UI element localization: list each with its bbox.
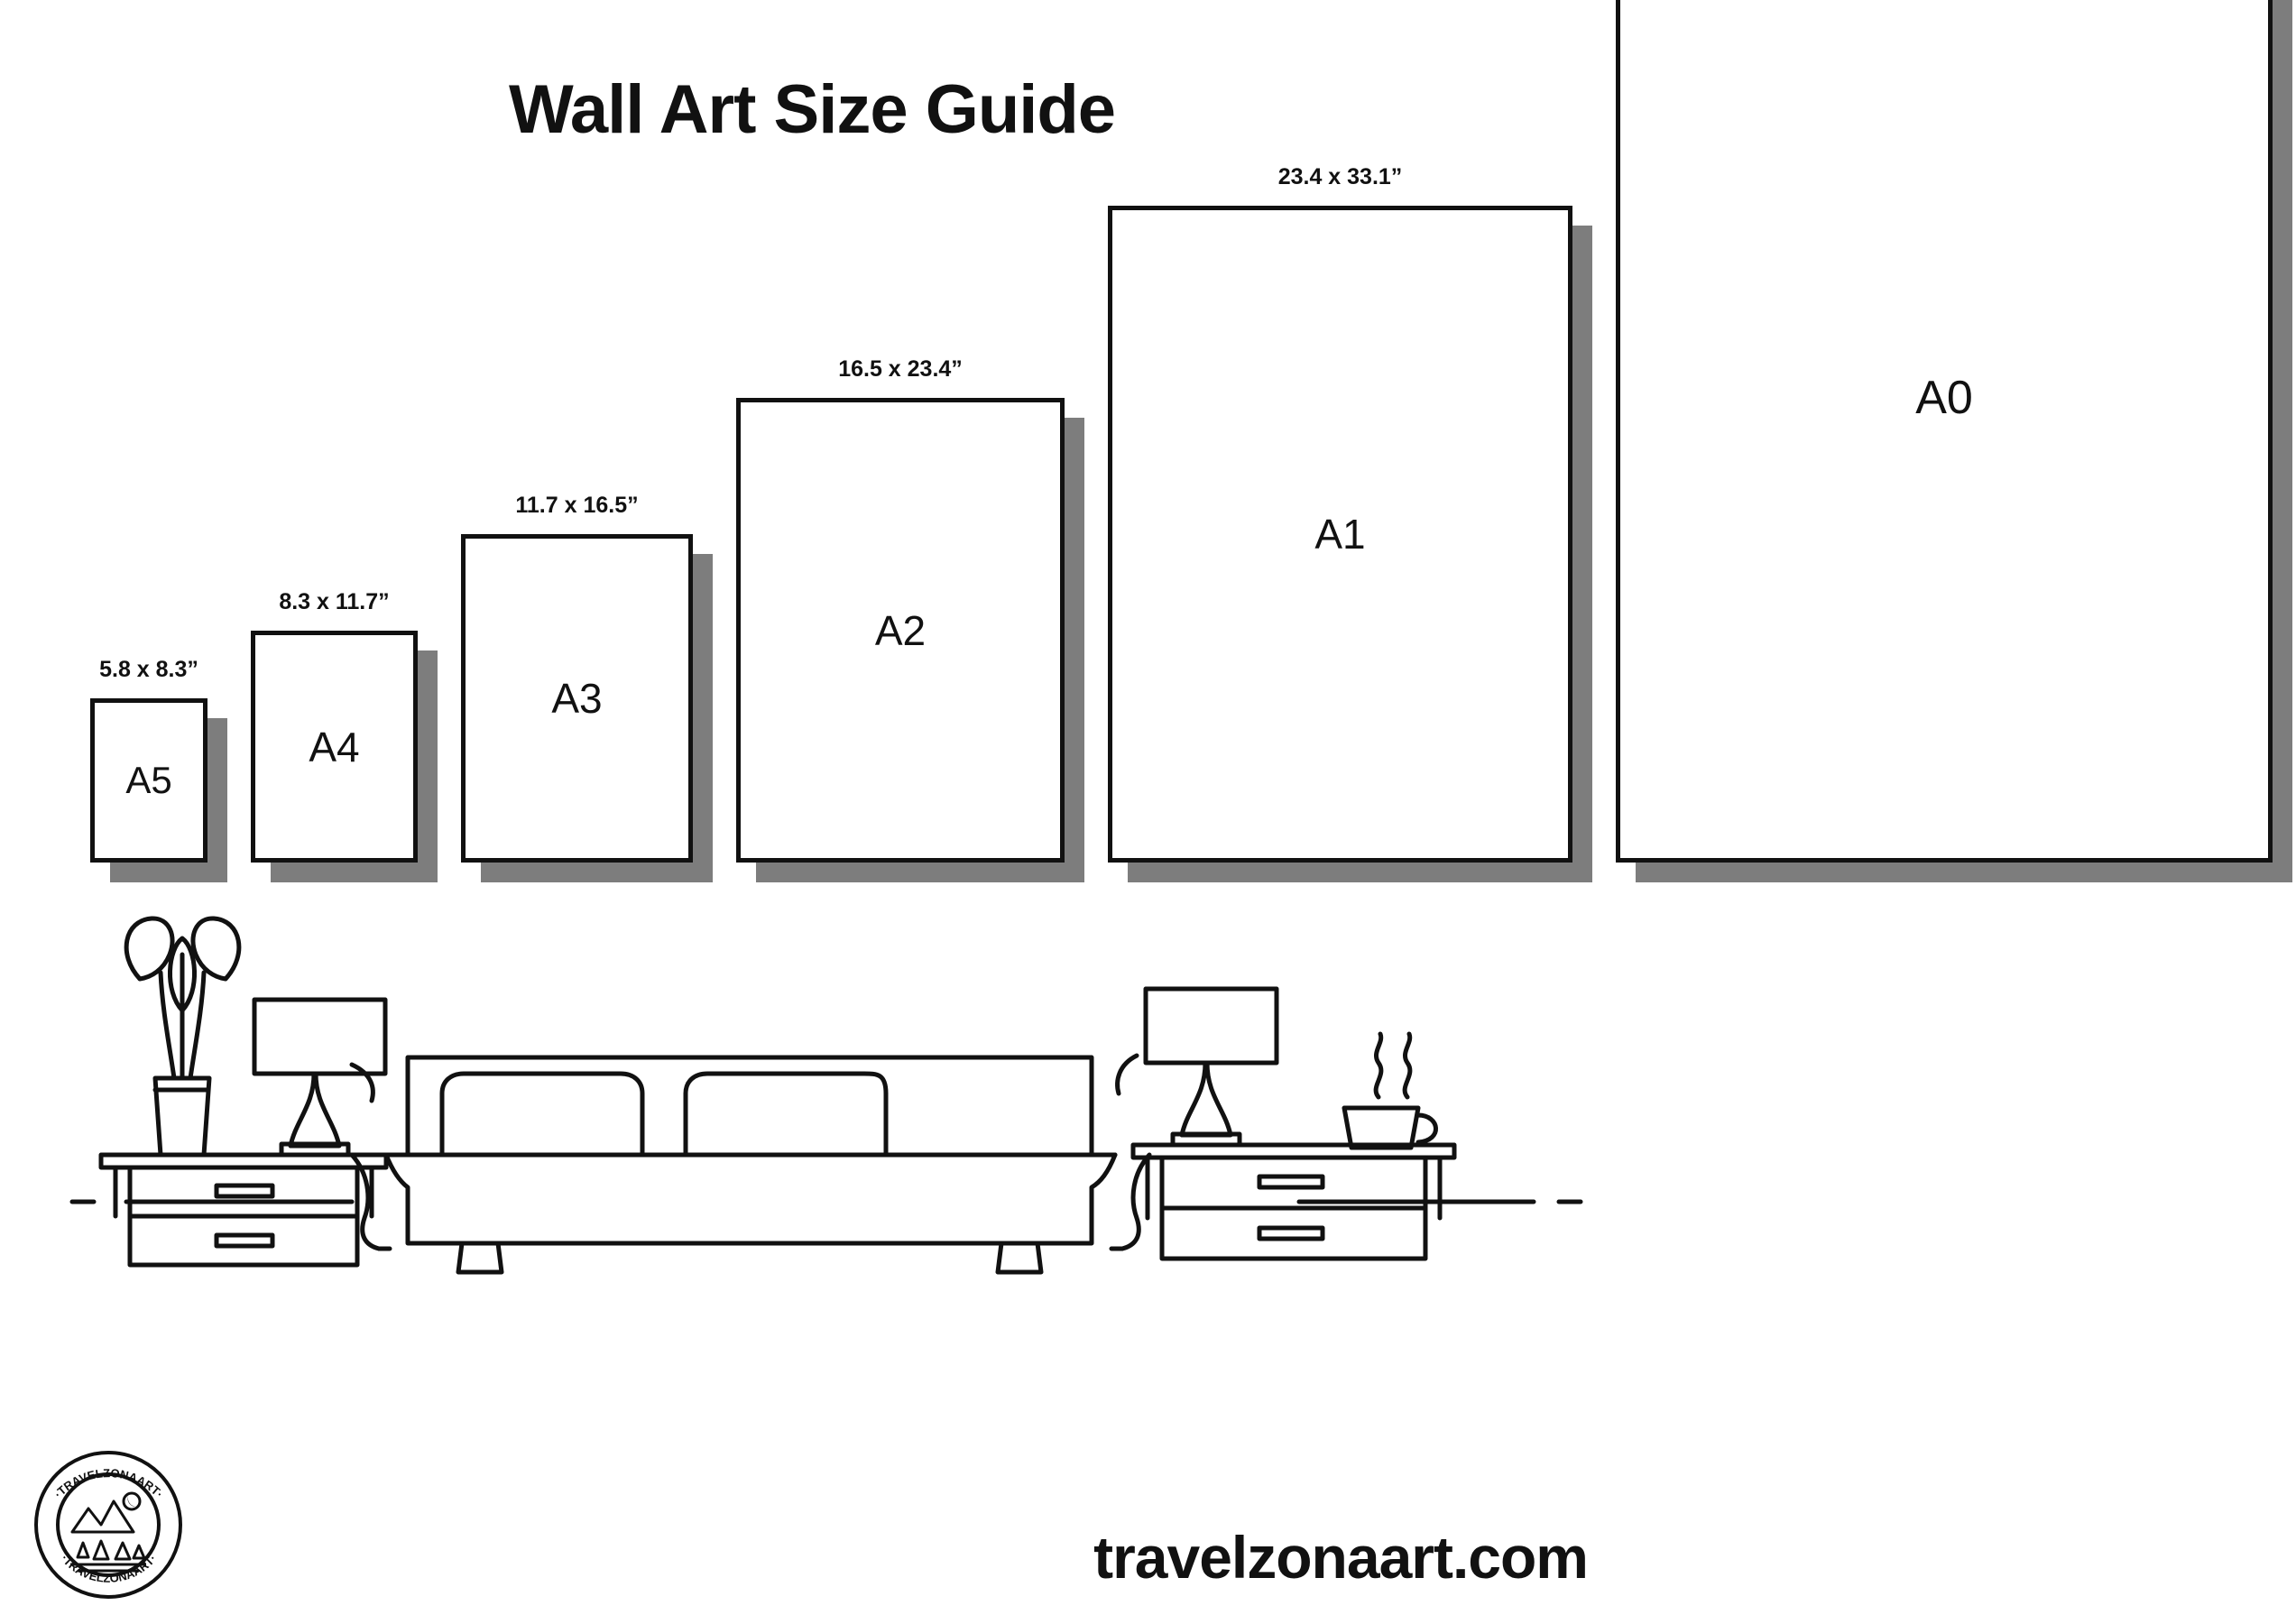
bed-icon <box>352 1057 1149 1272</box>
frame-dimensions-label: 5.8 x 8.3” <box>99 657 198 682</box>
frame-dimensions-label: 8.3 x 11.7” <box>279 589 390 614</box>
plant-vase-icon <box>126 918 239 1155</box>
frame-box[interactable] <box>251 631 418 863</box>
frame-box[interactable] <box>1616 0 2273 863</box>
frame-size-name: A5 <box>125 759 172 801</box>
frame-dimensions-label: 23.4 x 33.1” <box>1277 164 1403 189</box>
site-url[interactable]: travelzonaart.com <box>1093 1524 1588 1591</box>
size-frames-row <box>0 164 1973 902</box>
frame-box[interactable] <box>1108 206 1572 863</box>
frame-a3[interactable] <box>461 493 716 875</box>
table-lamp-right-icon <box>1118 989 1277 1145</box>
table-lamp-left-icon <box>254 1000 385 1155</box>
frame-dimensions-label: 16.5 x 23.4” <box>838 356 963 382</box>
frame-a0[interactable] <box>1616 0 2296 875</box>
bedroom-illustration <box>54 884 1588 1263</box>
coffee-cup-icon <box>1344 1034 1436 1148</box>
frame-size-name: A1 <box>1314 511 1366 558</box>
frame-size-name: A2 <box>874 606 927 654</box>
frame-box[interactable] <box>736 398 1065 863</box>
frame-a5[interactable] <box>90 657 231 875</box>
logo-text-top: ·TRAVELZONAART· <box>51 1466 167 1501</box>
frame-a1[interactable] <box>1108 164 1596 875</box>
nightstand-left-icon <box>101 1155 386 1265</box>
frame-size-name: A0 <box>1915 372 1973 424</box>
frame-dimensions-label: 11.7 x 16.5” <box>515 493 639 518</box>
frame-box[interactable] <box>461 534 693 863</box>
brand-logo <box>25 1442 192 1609</box>
frame-box[interactable] <box>90 698 207 863</box>
logo-mountain-moon-icon <box>70 1493 146 1571</box>
frame-size-name: A3 <box>551 675 603 722</box>
logo-text-bottom: ·TRAVELZONAART· <box>58 1551 160 1585</box>
frame-size-name: A4 <box>309 723 360 770</box>
frame-a2[interactable] <box>736 356 1088 875</box>
page-title: Wall Art Size Guide <box>508 71 1116 148</box>
frame-a4[interactable] <box>251 589 441 875</box>
